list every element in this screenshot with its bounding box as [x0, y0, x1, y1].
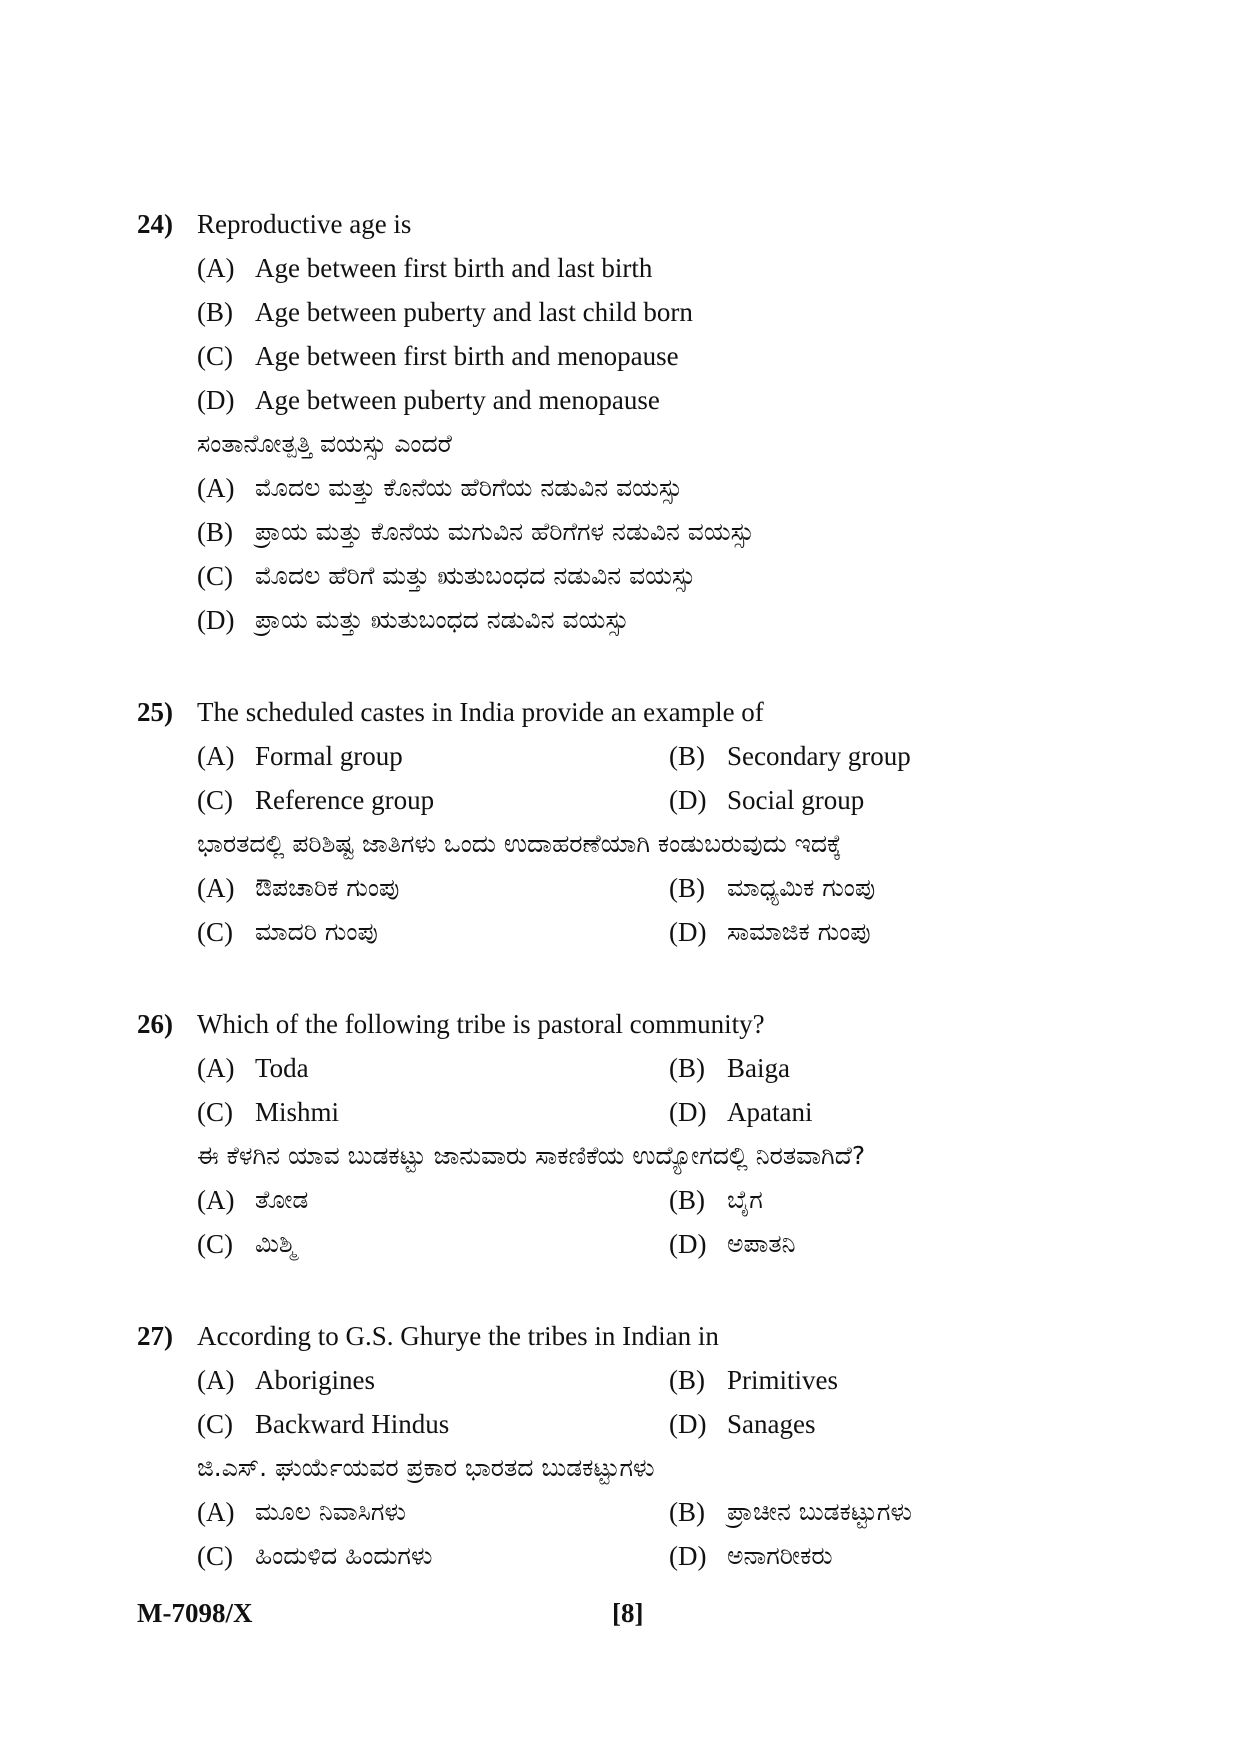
question-text: The scheduled castes in India provide an example of: [197, 697, 764, 727]
option-row: [137, 1090, 1097, 1134]
kannada-option-text: ಅನಾಗರೀಕರು: [727, 1541, 833, 1570]
kannada-option-row: [137, 1534, 1097, 1578]
option-label: (A): [197, 253, 235, 283]
question-27: [137, 1314, 1097, 1578]
option-text: Apatani: [727, 1097, 813, 1127]
question-26: [137, 1002, 1097, 1266]
option-text: Reference group: [255, 785, 435, 815]
page-number: [8]: [612, 1598, 644, 1628]
option-label: (A): [197, 1185, 235, 1215]
option-label: (D): [197, 605, 235, 635]
kannada-option-text: ಪ್ರಾಯ ಮತ್ತು ಕೊನೆಯ ಮಗುವಿನ ಹೆರಿಗೆಗಳ ನಡುವಿನ ವಯಸ್ಸು: [255, 517, 755, 546]
kannada-option-text: ಪ್ರಾಚೀನ ಬುಡಕಟ್ಟುಗಳು: [727, 1497, 912, 1526]
option-row: [137, 378, 1097, 422]
option-text: Toda: [255, 1053, 309, 1083]
option-label: (B): [197, 297, 233, 327]
question-text: According to G.S. Ghurye the tribes in Indian in: [197, 1321, 719, 1351]
option-label: (B): [669, 873, 705, 903]
option-text: Age between first birth and last birth: [255, 253, 653, 283]
option-text: Social group: [727, 785, 865, 815]
option-label: (C): [197, 785, 233, 815]
option-label: (A): [197, 1365, 235, 1395]
option-row: [137, 334, 1097, 378]
kannada-option-text: ಮಾಧ್ಯಮಿಕ ಗುಂಪು: [727, 873, 876, 902]
kannada-option-text: ಸಾಮಾಜಿಕ ಗುಂಪು: [727, 917, 871, 946]
option-label: (C): [197, 1097, 233, 1127]
option-text: Formal group: [255, 741, 403, 771]
option-label: (D): [669, 1229, 707, 1259]
option-label: (A): [197, 473, 235, 503]
option-label: (A): [197, 873, 235, 903]
kannada-option-text: ತೋಡ: [255, 1185, 309, 1214]
option-label: (B): [669, 1185, 705, 1215]
paper-code: M-7098/X: [137, 1598, 253, 1628]
kannada-option-row: [137, 1490, 1097, 1534]
kannada-option-text: ಹಿಂದುಳಿದ ಹಿಂದುಗಳು: [255, 1541, 433, 1570]
option-row: [137, 778, 1097, 822]
option-text: Age between puberty and last child born: [255, 297, 693, 327]
kannada-option-text: ಔಪಚಾರಿಕ ಗುಂಪು: [255, 873, 400, 902]
question-text: Reproductive age is: [197, 209, 412, 239]
option-text: Backward Hindus: [255, 1409, 450, 1439]
question-number: 27): [137, 1321, 173, 1351]
question-24: [137, 202, 1097, 642]
question-number: 25): [137, 697, 173, 727]
option-row: [137, 246, 1097, 290]
kannada-option-row: [137, 598, 1097, 642]
option-text: Age between first birth and menopause: [255, 341, 679, 371]
kannada-question-row: [137, 1134, 1097, 1178]
kannada-question-row: [137, 1446, 1097, 1490]
question-text: Which of the following tribe is pastoral community?: [197, 1009, 765, 1039]
option-label: (C): [197, 1229, 233, 1259]
kannada-option-row: [137, 910, 1097, 954]
option-label: (C): [197, 341, 233, 371]
kannada-option-text: ಮೂಲ ನಿವಾಸಿಗಳು: [255, 1497, 406, 1526]
kannada-option-text: ಮಿಶ್ಮಿ: [255, 1229, 297, 1258]
kannada-option-row: [137, 1222, 1097, 1266]
kannada-question-text: ಜಿ.ಎಸ್. ಘುರ್ಯೆಯವರ ಪ್ರಕಾರ ಭಾರತದ ಬುಡಕಟ್ಟುಗಳು: [197, 1453, 655, 1482]
option-label: (C): [197, 1541, 233, 1571]
option-label: (D): [669, 1097, 707, 1127]
option-label: (C): [197, 917, 233, 947]
option-label: (D): [669, 1541, 707, 1571]
option-text: Aborigines: [255, 1365, 375, 1395]
kannada-option-text: ಅಪಾತನಿ: [727, 1229, 796, 1258]
kannada-question-text: ಸಂತಾನೋತ್ಪತ್ತಿ ವಯಸ್ಸು ಎಂದರೆ: [197, 429, 452, 458]
option-label: (A): [197, 1053, 235, 1083]
option-text: Sanages: [727, 1409, 816, 1439]
kannada-option-text: ಮೊದಲ ಹೆರಿಗೆ ಮತ್ತು ಋತುಬಂಧದ ನಡುವಿನ ವಯಸ್ಸು: [255, 561, 696, 590]
kannada-question-row: [137, 422, 1097, 466]
option-label: (D): [669, 917, 707, 947]
option-row: [137, 1358, 1097, 1402]
kannada-option-text: ಬೈಗ: [727, 1185, 763, 1214]
kannada-option-row: [137, 510, 1097, 554]
option-row: [137, 734, 1097, 778]
option-label: (B): [669, 1365, 705, 1395]
option-row: [137, 1046, 1097, 1090]
question-25: [137, 690, 1097, 954]
option-text: Secondary group: [727, 741, 911, 771]
option-text: Baiga: [727, 1053, 790, 1083]
kannada-option-text: ಪ್ರಾಯ ಮತ್ತು ಋತುಬಂಧದ ನಡುವಿನ ವಯಸ್ಸು: [255, 605, 629, 634]
kannada-option-row: [137, 866, 1097, 910]
kannada-option-text: ಮೊದಲ ಮತ್ತು ಕೊನೆಯ ಹೆರಿಗೆಯ ನಡುವಿನ ವಯಸ್ಸು: [255, 473, 683, 502]
option-label: (B): [197, 517, 233, 547]
option-label: (B): [669, 1053, 705, 1083]
option-text: Mishmi: [255, 1097, 340, 1127]
kannada-question-text: ಈ ಕೆಳಗಿನ ಯಾವ ಬುಡಕಟ್ಟು ಜಾನುವಾರು ಸಾಕಣಿಕೆಯ ಉದ್ಯೋಗದಲ್ಲಿ ನಿರತವಾಗಿದೆ?: [197, 1141, 866, 1170]
option-label: (D): [669, 1409, 707, 1439]
option-label: (B): [669, 741, 705, 771]
question-number: 26): [137, 1009, 173, 1039]
kannada-option-row: [137, 1178, 1097, 1222]
option-label: (D): [197, 385, 235, 415]
option-label: (B): [669, 1497, 705, 1527]
option-label: (C): [197, 561, 233, 591]
question-number: 24): [137, 209, 173, 239]
kannada-option-row: [137, 554, 1097, 598]
option-label: (C): [197, 1409, 233, 1439]
kannada-question-text: ಭಾರತದಲ್ಲಿ ಪರಿಶಿಷ್ಟ ಜಾತಿಗಳು ಒಂದು ಉದಾಹರಣೆಯಾಗಿ ಕಂಡುಬರುವುದು ಇದಕ್ಕೆ: [197, 829, 842, 858]
option-row: [137, 290, 1097, 334]
option-text: Primitives: [727, 1365, 839, 1395]
option-text: Age between puberty and menopause: [255, 385, 660, 415]
option-label: (A): [197, 741, 235, 771]
option-label: (A): [197, 1497, 235, 1527]
kannada-option-text: ಮಾದರಿ ಗುಂಪು: [255, 917, 378, 946]
kannada-question-row: [137, 822, 1097, 866]
kannada-option-row: [137, 466, 1097, 510]
option-row: [137, 1402, 1097, 1446]
option-label: (D): [669, 785, 707, 815]
